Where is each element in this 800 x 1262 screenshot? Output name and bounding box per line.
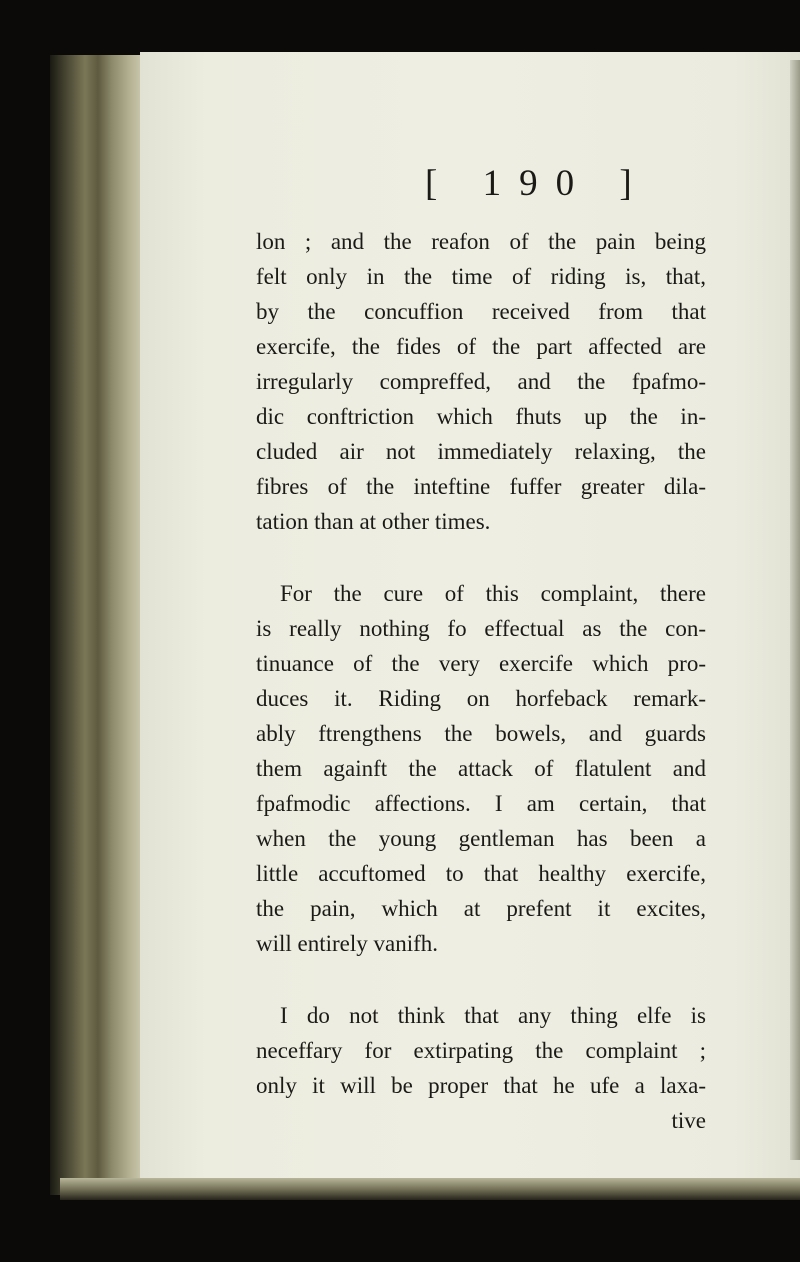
- page-number-header: [ 190 ]: [425, 163, 650, 204]
- text-line: neceffary for extirpating the complaint ;: [256, 1038, 706, 1063]
- text-line: duces it. Riding on horfeback remark-: [256, 686, 706, 711]
- text-line: will entirely vanifh.: [256, 931, 439, 956]
- catchword: tive: [671, 1108, 706, 1133]
- text-line: lon ; and the reafon of the pain being: [256, 229, 706, 254]
- page-body: [256, 224, 706, 1138]
- text-line: dic conftriction which fhuts up the in-: [256, 404, 706, 429]
- text-line: I do not think that any thing elfe is: [280, 1003, 706, 1028]
- text-line: is really nothing fo effectual as the con-: [256, 616, 706, 641]
- paragraph-gap: [256, 539, 706, 576]
- text-line: fibres of the inteftine fuffer greater dila-: [256, 474, 706, 499]
- text-line: by the concuffion received from that: [256, 299, 706, 324]
- text-line: tinuance of the very exercife which pro-: [256, 651, 706, 676]
- page-right-edge: [790, 60, 800, 1160]
- text-line: irregularly compreffed, and the fpafmo-: [256, 369, 706, 394]
- text-line: felt only in the time of riding is, that,: [256, 264, 706, 289]
- text-line: the pain, which at prefent it excites,: [256, 896, 706, 921]
- page-bottom-edge: [60, 1178, 800, 1200]
- text-line: fpafmodic affections. I am certain, that: [256, 791, 706, 816]
- text-line: when the young gentleman has been a: [256, 826, 706, 851]
- text-line: tation than at other times.: [256, 509, 491, 534]
- text-line: exercife, the fides of the part affected are: [256, 334, 706, 359]
- book-spine-edge: [50, 55, 150, 1195]
- text-line: them againft the attack of flatulent and: [256, 756, 706, 781]
- text-line: ably ftrengthens the bowels, and guards: [256, 721, 706, 746]
- paragraph-gap: [256, 961, 706, 998]
- text-line: cluded air not immediately relaxing, the: [256, 439, 706, 464]
- text-line: only it will be proper that he ufe a laxa-: [256, 1073, 706, 1098]
- text-line: For the cure of this complaint, there: [280, 581, 706, 606]
- text-line: little accuftomed to that healthy exercife,: [256, 861, 706, 886]
